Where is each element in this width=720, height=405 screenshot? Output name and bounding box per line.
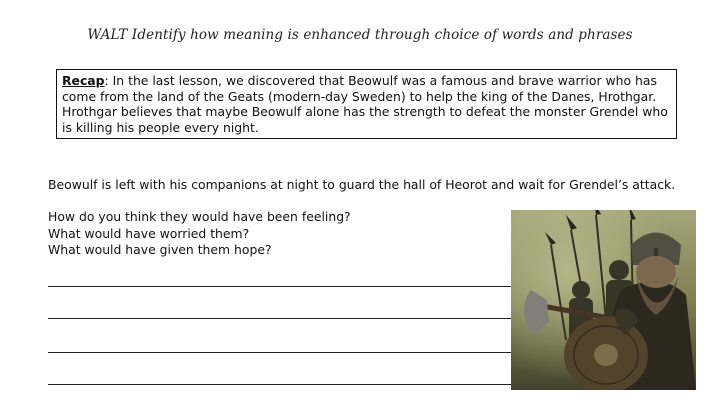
recap-text: : In the last lesson, we discovered that Beowulf was a famous and brave warrior who has come from the land of the Geats (modern-day Sweden) to help the king of the Danes, Hrothgar. Hrothgar believes that maybe Beowulf alone has the strength to defeat the monster Grendel who is killing his people every night.: [62, 73, 668, 135]
answer-line-1[interactable]: [48, 286, 511, 287]
question-worried: What would have worried them?: [48, 225, 250, 241]
viking-warrior-image: [511, 210, 696, 390]
task-intro: Beowulf is left with his companions at night to guard the hall of Heorot and wait for Grendel’s attack.: [48, 177, 676, 192]
question-feeling: How do you think they would have been feeling?: [48, 209, 351, 224]
answer-line-3[interactable]: [48, 352, 511, 353]
question-list: [48, 209, 498, 259]
recap-box: [56, 69, 677, 139]
answer-line-2[interactable]: [48, 318, 511, 319]
answer-line-4[interactable]: [48, 384, 511, 385]
question-hope: What would have given them hope?: [48, 242, 272, 257]
recap-label: Recap: [62, 73, 105, 88]
walt-heading: WALT Identify how meaning is enhanced through choice of words and phrases: [87, 27, 633, 43]
